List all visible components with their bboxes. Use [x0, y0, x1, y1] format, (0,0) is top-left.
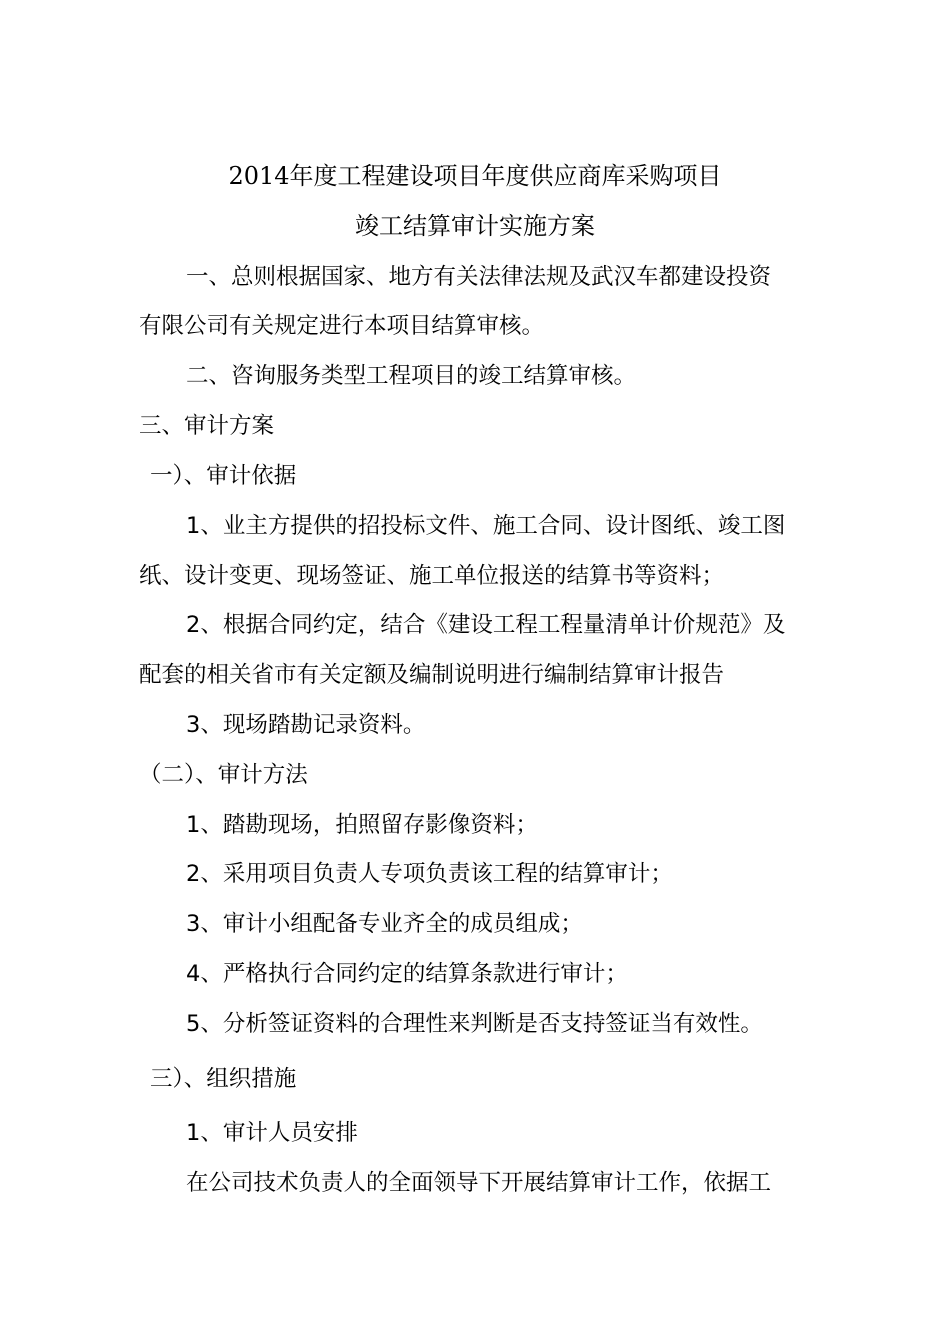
subsection-organization-heading: 三）、组织措施: [150, 1066, 297, 1092]
section-audit-plan-heading: 三、审计方案: [139, 413, 275, 439]
audit-method-item-4: 4、严格执行合同约定的结算条款进行审计；: [186, 961, 628, 987]
audit-method-item-1: 1、踏勘现场，拍照留存影像资料；: [186, 812, 538, 838]
audit-method-item-2: 2、采用项目负责人专项负责该工程的结算审计；: [186, 861, 673, 887]
section-general-line-1: 一、总则根据国家、地方有关法律法规及武汉车都建设投资: [186, 264, 772, 290]
audit-basis-item-2-line-2: 配套的相关省市有关定额及编制说明进行编制结算审计报告: [139, 662, 725, 688]
document-title-line-2: 竣工结算审计实施方案: [355, 212, 595, 240]
organization-paragraph-line-1: 在公司技术负责人的全面领导下开展结算审计工作，依据工: [186, 1170, 772, 1196]
document-title-line-1: 2014年度工程建设项目年度供应商库采购项目: [228, 162, 722, 190]
audit-basis-item-3: 3、现场踏勘记录资料。: [186, 712, 426, 738]
subsection-audit-method-heading: （二）、审计方法: [139, 762, 308, 788]
audit-method-item-5: 5、分析签证资料的合理性来判断是否支持签证当有效性。: [186, 1011, 763, 1037]
audit-basis-item-1-line-1: 1、业主方提供的招投标文件、施工合同、设计图纸、竣工图: [186, 513, 786, 539]
audit-basis-item-1-line-2: 纸、设计变更、现场签证、施工单位报送的结算书等资料；: [139, 563, 725, 589]
section-service-type: 二、咨询服务类型工程项目的竣工结算审核。: [186, 363, 637, 389]
audit-method-item-3: 3、审计小组配备专业齐全的成员组成；: [186, 911, 583, 937]
organization-item-1: 1、审计人员安排: [186, 1120, 358, 1146]
section-general-line-2: 有限公司有关规定进行本项目结算审核。: [139, 313, 545, 339]
subsection-audit-basis-heading: 一）、审计依据: [150, 463, 297, 489]
audit-basis-item-2-line-1: 2、根据合同约定，结合《建设工程工程量清单计价规范》及: [186, 612, 786, 638]
